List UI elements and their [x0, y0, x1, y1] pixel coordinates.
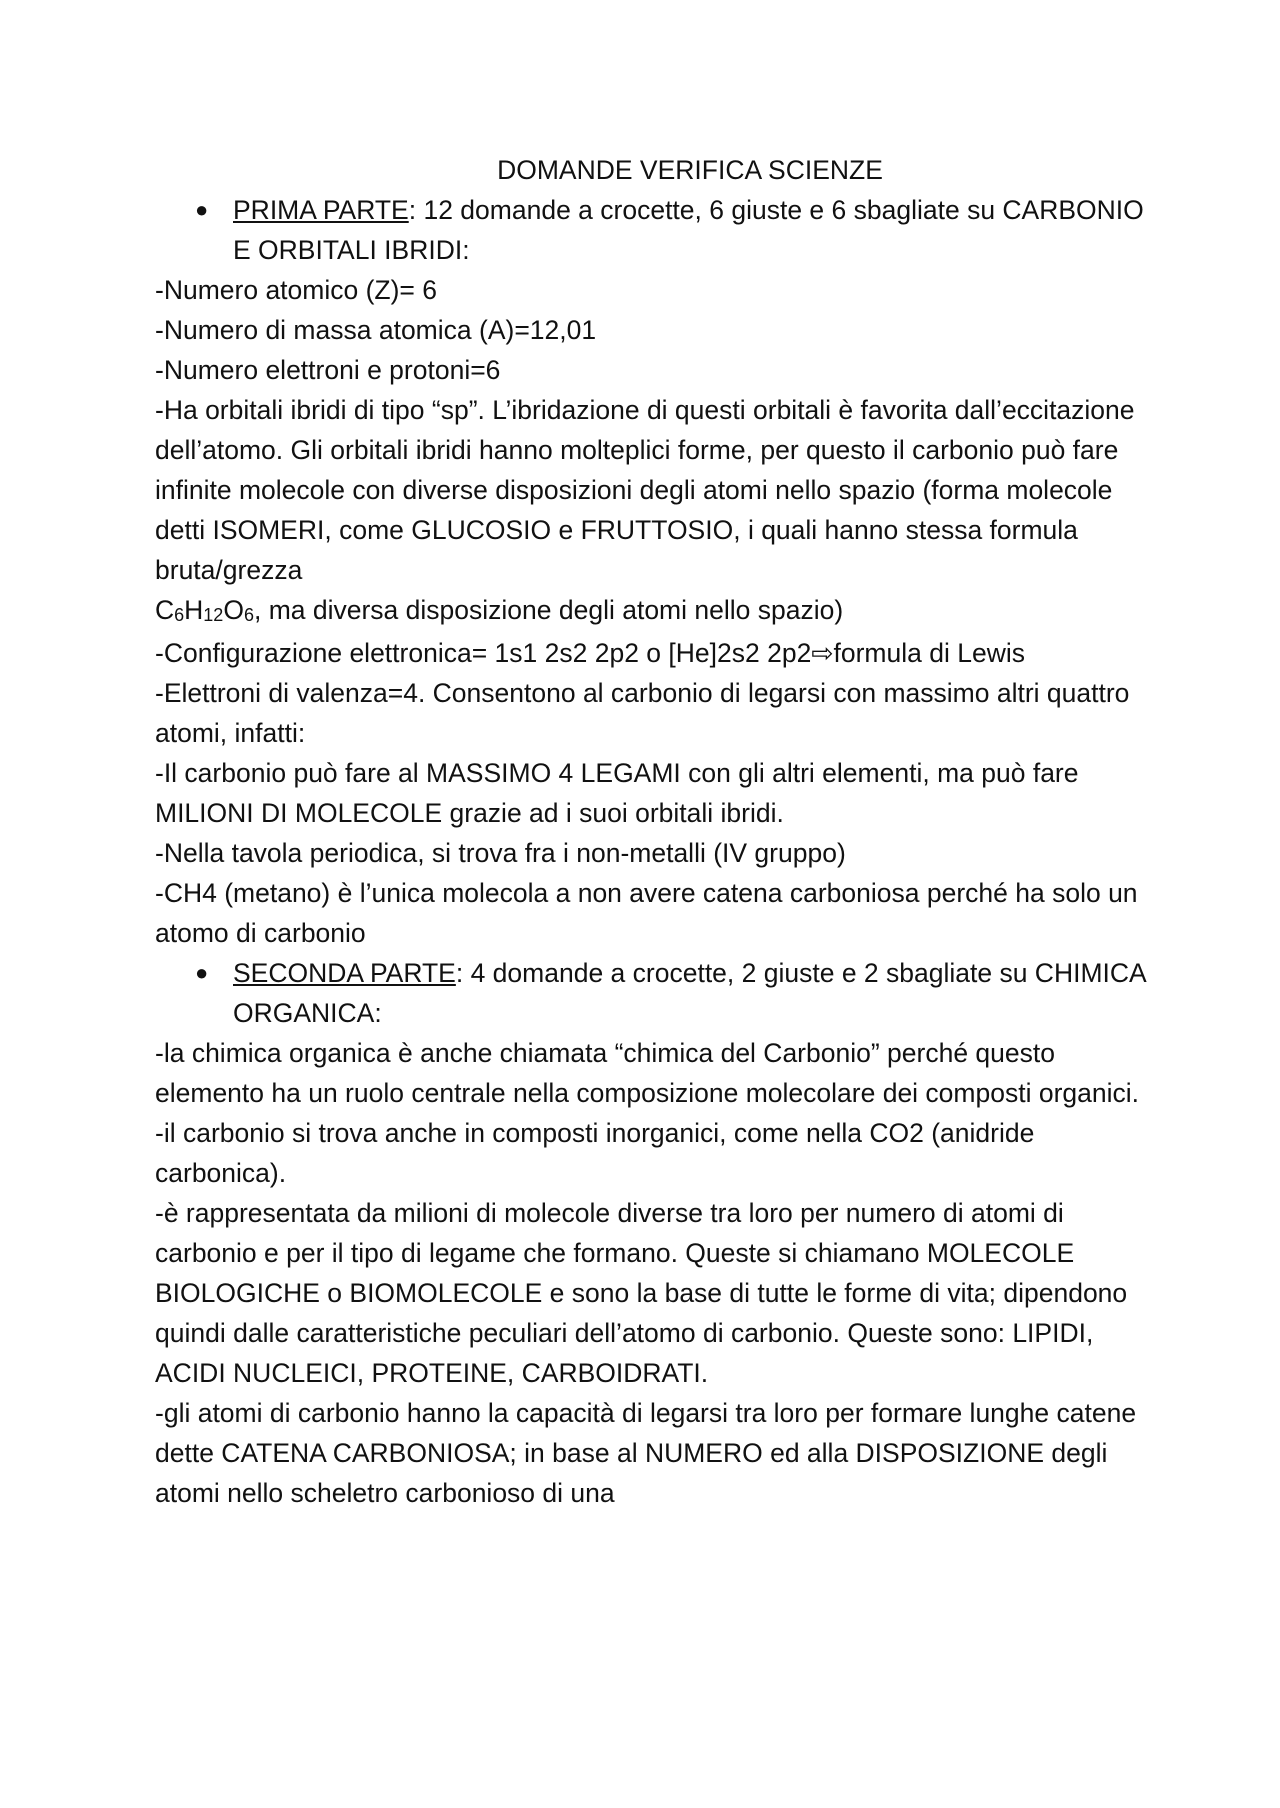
paragraph-mass-number: -Numero di massa atomica (A)=12,01	[155, 315, 597, 345]
paragraph-electrons: -Numero elettroni e protoni=6	[155, 355, 501, 385]
paragraph-biomolecules: -è rappresentata da milioni di molecole diverse tra loro per numero di atomi di carbonio e per il tipo di legame che formano. Queste si chiamano MOLECOLE BIOLOGICHE o BIOMOLECOLE e sono la base di tutte le forme di vita; dipendono quindi dalle caratteristiche peculiari dell’atomo di carbonio. Queste sono: LIPIDI, ACIDI NUCLEICI, PROTEINE, CARBOIDRATI.	[155, 1198, 1128, 1388]
document-page	[155, 150, 1155, 1513]
part2-heading	[155, 953, 1155, 1033]
part2-head: SECONDA PARTE	[233, 958, 456, 988]
document-title: DOMANDE VERIFICA SCIENZE	[497, 155, 883, 185]
paragraph-atomic-number: -Numero atomico (Z)= 6	[155, 275, 438, 305]
formula-o: O	[223, 595, 244, 625]
paragraph-carbon-chain: -gli atomi di carbonio hanno la capacità di legarsi tra loro per formare lunghe catene dette CATENA CARBONIOSA; in base al NUMERO ed alla DISPOSIZIONE degli atomi nello scheletro carbonioso di una	[155, 1398, 1137, 1508]
paragraph-bonds: -Il carbonio può fare al MASSIMO 4 LEGAMI con gli altri elementi, ma può fare MILIONI DI MOLECOLE grazie ad i suoi orbitali ibridi.	[155, 758, 1079, 828]
formula-after: , ma diversa disposizione degli atomi nello spazio)	[253, 595, 844, 625]
part1-heading	[155, 190, 1155, 270]
paragraph-hybrid-orbitals: -Ha orbitali ibridi di tipo “sp”. L’ibridazione di questi orbitali è favorita dall’eccitazione dell’atomo. Gli orbitali ibridi hanno molteplici forme, per questo il carbonio può fare infinite molecole con diverse disposizioni degli atomi nello spazio (forma molecole detti ISOMERI, come GLUCOSIO e FRUTTOSIO, i quali hanno stessa formula bruta/grezza	[155, 395, 1135, 585]
bullet-dot: ●	[195, 960, 209, 985]
formula-h-sub: 12	[203, 605, 224, 625]
paragraph-periodic-table: -Nella tavola periodica, si trova fra i non-metalli (IV gruppo)	[155, 838, 846, 868]
formula-o-sub: 6	[243, 605, 254, 625]
formula-c-sub: 6	[174, 605, 185, 625]
bullet-dot: ●	[195, 197, 209, 222]
formula-h: H	[184, 595, 204, 625]
paragraph-methane: -CH4 (metano) è l’unica molecola a non avere catena carboniosa perché ha solo un atomo di carbonio	[155, 878, 1138, 948]
part2-rest: : 4 domande a crocette, 2 giuste e 2 sbagliate su CHIMICA ORGANICA:	[233, 958, 1146, 1028]
paragraph-configuration: -Configurazione elettronica= 1s1 2s2 2p2 o [He]2s2 2p2⇨formula di Lewis	[155, 638, 1025, 668]
paragraph-organic-chemistry: -la chimica organica è anche chiamata “chimica del Carbonio” perché questo elemento ha un ruolo centrale nella composizione molecolare dei composti organici.	[155, 1038, 1139, 1108]
paragraph-valence: -Elettroni di valenza=4. Consentono al carbonio di legarsi con massimo altri quattro atomi, infatti:	[155, 678, 1130, 748]
paragraph-inorganic: -il carbonio si trova anche in composti inorganici, come nella CO2 (anidride carbonica).	[155, 1118, 1035, 1188]
part1-head: PRIMA PARTE	[233, 195, 409, 225]
formula-c: C	[155, 595, 175, 625]
paragraph-formula	[155, 590, 1155, 633]
part1-rest: : 12 domande a crocette, 6 giuste e 6 sbagliate su CARBONIO E ORBITALI IBRIDI:	[233, 195, 1144, 265]
